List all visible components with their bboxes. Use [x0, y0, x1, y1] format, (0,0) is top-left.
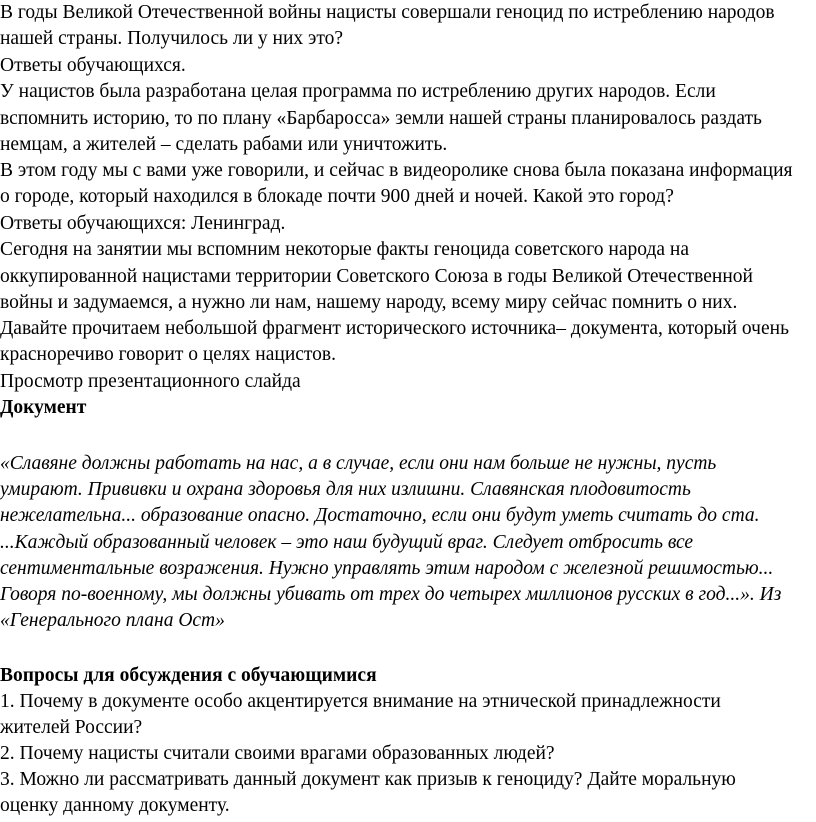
document-heading: Документ	[0, 397, 87, 418]
quote-line: ...Каждый образованный человек – это наш будущий враг. Следует отбросить все	[0, 532, 694, 553]
intro-line: нашей страны. Получилось ли у них это?	[0, 28, 344, 49]
question-line: 2. Почему нацисты считали своими врагами образованных людей?	[0, 743, 555, 764]
intro-line: оккупированной нацистами территории Советского Союза в годы Великой Отечественной	[0, 266, 753, 287]
quote-line: нежелательна... образование опасно. Достаточно, если они будут уметь считать до ста.	[0, 505, 760, 526]
intro-line: У нацистов была разработана целая программа по истреблению других народов. Если	[0, 81, 716, 102]
intro-line: Ответы обучающихся: Ленинград.	[0, 213, 286, 234]
intro-line: красноречиво говорит о целях нацистов.	[0, 344, 337, 365]
quote-line: сентиментальные возражения. Нужно управлять этим народом с железной решимостью...	[0, 558, 774, 579]
intro-line: Ответы обучающихся.	[0, 55, 186, 76]
quote-line: умирают. Прививки и охрана здоровья для них излишни. Славянская плодовитость	[0, 479, 691, 500]
intro-line: Сегодня на занятии мы вспомним некоторые факты геноцида советского народа на	[0, 239, 689, 260]
intro-line: немцам, а жителей – сделать рабами или уничтожить.	[0, 134, 448, 155]
quote-line: Говоря по-военному, мы должны убивать от трех до четырех миллионов русских в год...». Из	[0, 584, 782, 605]
intro-line: вспомнить историю, то по плану «Барбаросса» земли нашей страны планировалось раздать	[0, 108, 762, 129]
question-line: жителей России?	[0, 717, 143, 738]
question-line: 1. Почему в документе особо акцентируется внимание на этнической принадлежности	[0, 691, 721, 712]
intro-line: В годы Великой Отечественной войны нацисты совершали геноцид по истреблению народов	[0, 2, 775, 23]
intro-line: войны и задумаемся, а нужно ли нам, нашему народу, всему миру сейчас помнить о них.	[0, 292, 738, 313]
questions-heading: Вопросы для обсуждения с обучающимися	[0, 665, 377, 686]
question-line: 3. Можно ли рассматривать данный документ как призыв к геноциду? Дайте моральную	[0, 769, 736, 790]
quote-line: «Генерального плана Ост»	[0, 610, 225, 631]
intro-line: Давайте прочитаем небольшой фрагмент исторического источника– документа, который очень	[0, 318, 789, 339]
intro-line: Просмотр презентационного слайда	[0, 371, 301, 392]
intro-line: В этом году мы с вами уже говорили, и сейчас в видеоролике снова была показана информация	[0, 160, 793, 181]
quote-line: «Славяне должны работать на нас, а в случае, если они нам больше не нужны, пусть	[0, 453, 717, 474]
intro-line: о городе, который находился в блокаде почти 900 дней и ночей. Какой это город?	[0, 186, 674, 207]
question-line: оценку данному документу.	[0, 795, 230, 816]
